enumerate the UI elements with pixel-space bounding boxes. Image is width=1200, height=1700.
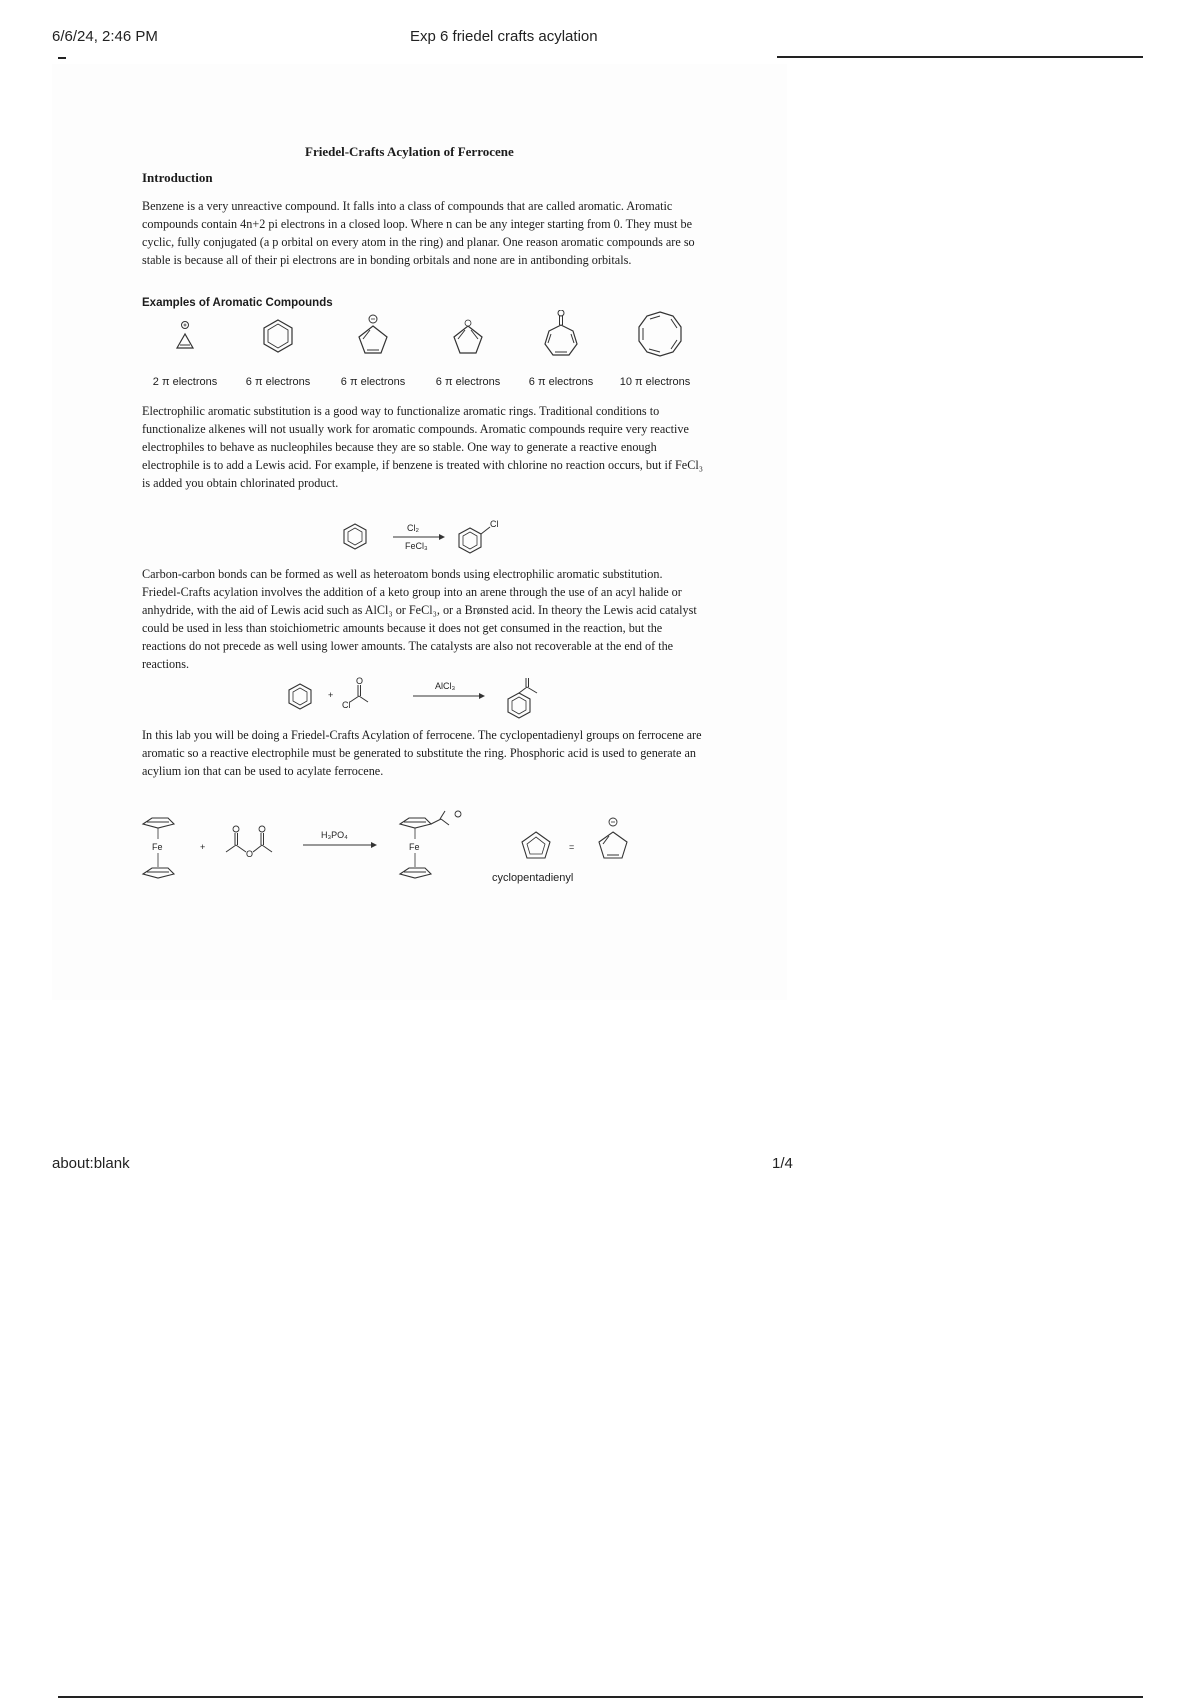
iron-atom-label: Fe [409,842,420,852]
chlorine-atom-label: Cl [342,700,351,710]
reagent-chlorine: Cl₂ [407,523,419,533]
plus-sign: + [200,842,206,852]
paragraph-ferrocene: In this lab you will be doing a Friedel-Crafts Acylation of ferrocene. The cyclopentadienyl groups on ferrocene are aromatic so a reactive electrophile must be generated to substitute the ring. Phosphoric acid is used to generate an acylium ion that can be used to acylate ferrocene. [142,728,702,778]
reagent-phosphoric-acid: H₃PO₄ [321,830,348,840]
print-page-title: Exp 6 friedel crafts acylation [410,28,598,45]
header-rule [777,56,1143,58]
example-pyrrole [423,310,513,392]
example-label: 2 π electrons [152,376,218,388]
example-benzene [233,310,323,392]
example-label: 10 π electrons [619,376,691,388]
aromatic-examples [140,310,710,392]
introduction-heading: Introduction [142,170,213,185]
chlorobenzene-icon [459,527,490,553]
chlorination-scheme [335,518,515,560]
example-cyclopentadienyl-anion [328,310,418,392]
cyclopentadienyl-label: cyclopentadienyl [492,872,574,884]
acylation-scheme [283,676,563,722]
benzene-icon [253,310,303,370]
iron-atom-label: Fe [152,842,163,852]
print-datetime: 6/6/24, 2:46 PM [52,28,158,45]
example-label: 6 π electrons [340,376,406,388]
reagent-aluminum-chloride: AlCl₃ [435,681,456,691]
print-page-number: 1/4 [772,1155,793,1172]
print-url: about:blank [52,1155,130,1172]
acetyl-chloride-icon [350,685,368,702]
paragraph-aromaticity: Benzene is a very unreactive compound. It falls into a class of compounds that are called aromatic. Aromatic compounds contain 4n+2 pi electrons in a closed loop. Where n can be any integer starting from 0. They must be cyclic, fully conjugated (a p orbital on every atom in the ring) and planar. One reason aromatic compounds are so stable is because all of their pi electrons are in bonding orbitals and none are in antibonding orbitals. [142,199,695,267]
examples-heading: Examples of Aromatic Compounds [142,297,333,309]
ferrocene-icon [143,818,174,878]
oxygen-atom-label: O [246,849,254,859]
example-tropone [516,310,606,392]
paragraph-friedel-crafts: Carbon-carbon bonds can be formed as well as heteroatom bonds using electrophilic aromatic substitution. Friedel-Crafts acylation involves the addition of a keto group into an arene through the use of an acyl halide or anhydride, with the aid of Lewis acid such as AlCl₃ or FeCl₃, or a Brønsted acid. In theory the Lewis acid catalyst could be used in less than stoichiometric amounts because it does not get consumed in the reaction, but the reactions do not precede as well using lower amounts. The catalysts are also not recoverable at the end of the reactions. [142,567,697,671]
cyclopentadienyl-anion-icon [348,310,398,370]
pyrrole-icon [443,310,493,370]
header-dash [58,57,66,59]
equals-sign: = [569,842,575,852]
acetylferrocene-icon [400,811,461,878]
acetophenone-icon [508,678,537,718]
cyclopentadienyl-anion-icon [599,818,627,858]
example-cyclopropenyl [140,310,230,392]
oxygen-atom-label: O [356,676,364,686]
document-title: Friedel-Crafts Acylation of Ferrocene [305,144,514,159]
paragraph-eas: Electrophilic aromatic substitution is a good way to functionalize aromatic rings. Traditional conditions to functionalize alkenes will not usually work for aromatic compounds. Aromatic compounds require very reactive electrophiles to behave as nucleophiles because they are so stable. One way to generate a reactive enough electrophile is to add a Lewis acid. For example, if benzene is treated with chlorine no reaction occurs, but if FeCl₃ is added you obtain chlorinated product. [142,404,703,490]
tropone-icon [536,310,586,370]
cyclodecapentaene-icon [630,310,690,370]
example-cyclodecapentaene [610,310,700,392]
example-label: 6 π electrons [245,376,311,388]
benzene-icon [289,684,311,709]
cyclopropenyl-cation-icon [160,310,210,370]
example-label: 6 π electrons [435,376,501,388]
example-label: 6 π electrons [528,376,594,388]
cyclopentadienyl-ring-icon [522,832,550,858]
chlorine-atom-label: Cl [490,519,499,529]
plus-sign: + [328,690,334,700]
reagent-iron-chloride: FeCl₃ [405,541,428,551]
benzene-icon [344,524,366,549]
footer-rule [58,1696,1143,1698]
